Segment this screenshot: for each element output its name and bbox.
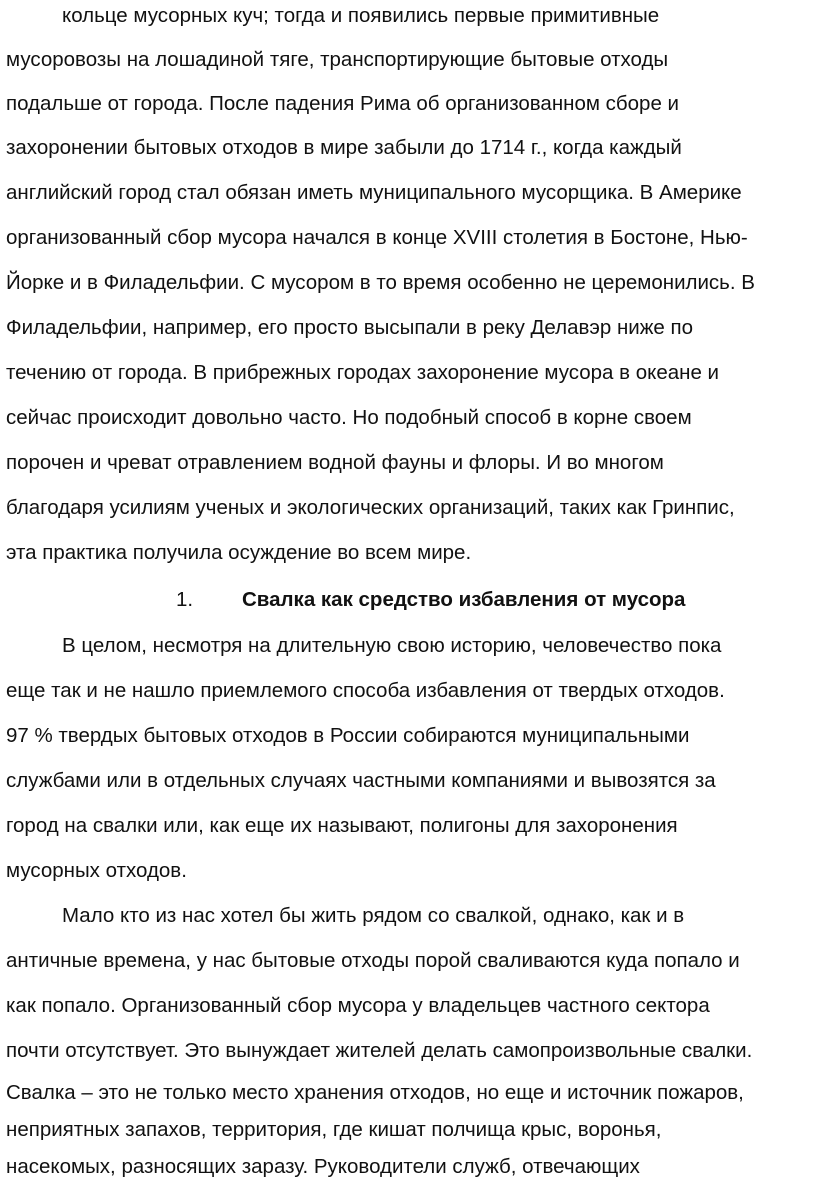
text-line: подальше от города. После падения Рима об организованном сборе и xyxy=(6,92,680,115)
text-line: эта практика получила осуждение во всем мире. xyxy=(6,541,472,564)
text-line: Филадельфии, например, его просто высыпали в реку Делавэр ниже по xyxy=(6,316,694,339)
text-line: еще так и не нашло приемлемого способа избавления от твердых отходов. xyxy=(6,679,725,702)
text-line: мусорных отходов. xyxy=(6,859,187,882)
text-line: как попало. Организованный сбор мусора у владельцев частного сектора xyxy=(6,994,710,1017)
section-title: Свалка как средство избавления от мусора xyxy=(242,588,686,611)
section-heading xyxy=(176,588,685,612)
section-number: 1. xyxy=(176,588,194,611)
text-line: захоронении бытовых отходов в мире забыли до 1714 г., когда каждый xyxy=(6,136,682,159)
text-line: течению от города. В прибрежных городах захоронение мусора в океане и xyxy=(6,361,720,384)
text-line: порочен и чреват отравлением водной фауны и флоры. И во многом xyxy=(6,451,664,474)
text-line: античные времена, у нас бытовые отходы порой сваливаются куда попало и xyxy=(6,949,740,972)
text-line: благодаря усилиям ученых и экологических организаций, таких как Гринпис, xyxy=(6,496,735,519)
text-line: В целом, несмотря на длительную свою историю, человечество пока xyxy=(62,634,722,657)
text-line: организованный сбор мусора начался в конце XVIII столетия в Бостоне, Нью- xyxy=(6,226,748,249)
text-line: почти отсутствует. Это вынуждает жителей делать самопроизвольные свалки. xyxy=(6,1039,753,1062)
text-line: кольце мусорных куч; тогда и появились первые примитивные xyxy=(62,4,660,27)
text-line: Йорке и в Филадельфии. С мусором в то время особенно не церемонились. В xyxy=(6,271,755,294)
text-line: город на свалки или, как еще их называют, полигоны для захоронения xyxy=(6,814,678,837)
text-line: насекомых, разносящих заразу. Руководители служб, отвечающих xyxy=(6,1155,640,1178)
text-line: сейчас происходит довольно часто. Но подобный способ в корне своем xyxy=(6,406,692,429)
text-line: службами или в отдельных случаях частными компаниями и вывозятся за xyxy=(6,769,716,792)
text-line: Свалка – это не только место хранения отходов, но еще и источник пожаров, xyxy=(6,1081,744,1104)
text-line: 97 % твердых бытовых отходов в России собираются муниципальными xyxy=(6,724,690,747)
text-line: Мало кто из нас хотел бы жить рядом со свалкой, однако, как и в xyxy=(62,904,685,927)
text-line: мусоровозы на лошадиной тяге, транспортирующие бытовые отходы xyxy=(6,48,669,71)
text-line: неприятных запахов, территория, где кишат полчища крыс, воронья, xyxy=(6,1118,662,1141)
text-line: английский город стал обязан иметь муниципального мусорщика. В Америке xyxy=(6,181,742,204)
